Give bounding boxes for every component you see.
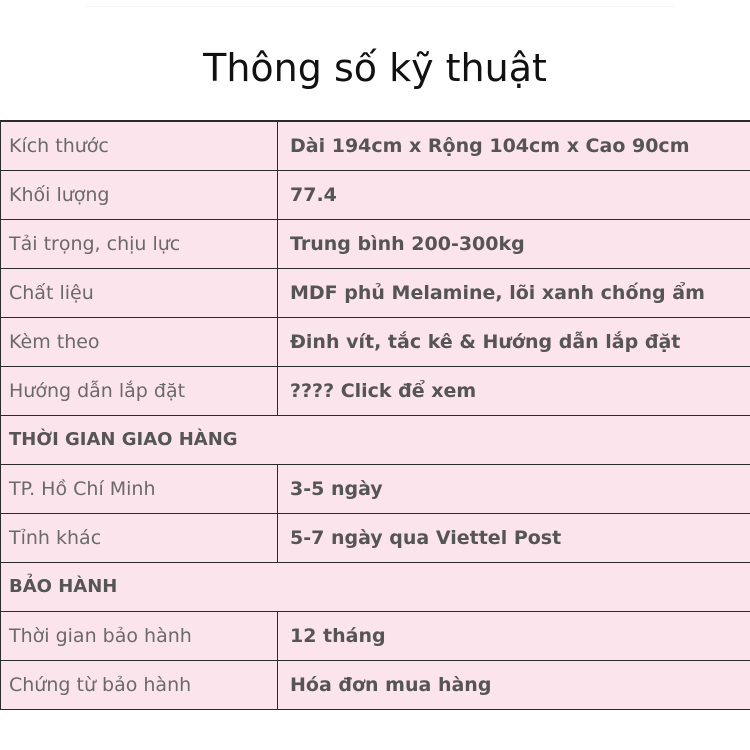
delivery-value-other: 5-7 ngày qua Viettel Post: [278, 513, 750, 562]
section-row: [1, 562, 750, 611]
top-divider: [85, 0, 675, 7]
warranty-value-document: Hóa đơn mua hàng: [278, 660, 750, 709]
delivery-value-hcm: 3-5 ngày: [278, 464, 750, 513]
delivery-label-hcm: TP. Hồ Chí Minh: [1, 464, 278, 513]
table-row: [1, 170, 750, 219]
spec-label-load: Tải trọng, chịu lực: [1, 219, 278, 268]
table-row: [1, 660, 750, 709]
table-row: [1, 268, 750, 317]
assembly-guide-link[interactable]: ???? Click để xem: [278, 366, 750, 415]
delivery-label-other: Tỉnh khác: [1, 513, 278, 562]
table-row: [1, 366, 750, 415]
spec-value-included: Đinh vít, tắc kê & Hướng dẫn lắp đặt: [278, 317, 750, 366]
warranty-value-period: 12 tháng: [278, 611, 750, 660]
spec-label-material: Chất liệu: [1, 268, 278, 317]
warranty-label-period: Thời gian bảo hành: [1, 611, 278, 660]
page-title: Thông số kỹ thuật: [203, 46, 547, 90]
table-row: [1, 121, 750, 170]
spec-value-load: Trung bình 200-300kg: [278, 219, 750, 268]
section-row: [1, 415, 750, 464]
spec-label-weight: Khối lượng: [1, 170, 278, 219]
delivery-section-heading: THỜI GIAN GIAO HÀNG: [1, 415, 750, 464]
table-row: [1, 317, 750, 366]
spec-label-assembly-guide: Hướng dẫn lắp đặt: [1, 366, 278, 415]
table-row: [1, 611, 750, 660]
spec-value-size: Dài 194cm x Rộng 104cm x Cao 90cm: [278, 121, 750, 170]
spec-label-included: Kèm theo: [1, 317, 278, 366]
spec-value-weight: 77.4: [278, 170, 750, 219]
table-row: [1, 513, 750, 562]
warranty-section-heading: BẢO HÀNH: [1, 562, 750, 611]
warranty-label-document: Chứng từ bảo hành: [1, 660, 278, 709]
spec-value-material: MDF phủ Melamine, lõi xanh chống ẩm: [278, 268, 750, 317]
spec-label-size: Kích thước: [1, 121, 278, 170]
table-row: [1, 464, 750, 513]
spec-table: [0, 120, 750, 710]
table-row: [1, 219, 750, 268]
